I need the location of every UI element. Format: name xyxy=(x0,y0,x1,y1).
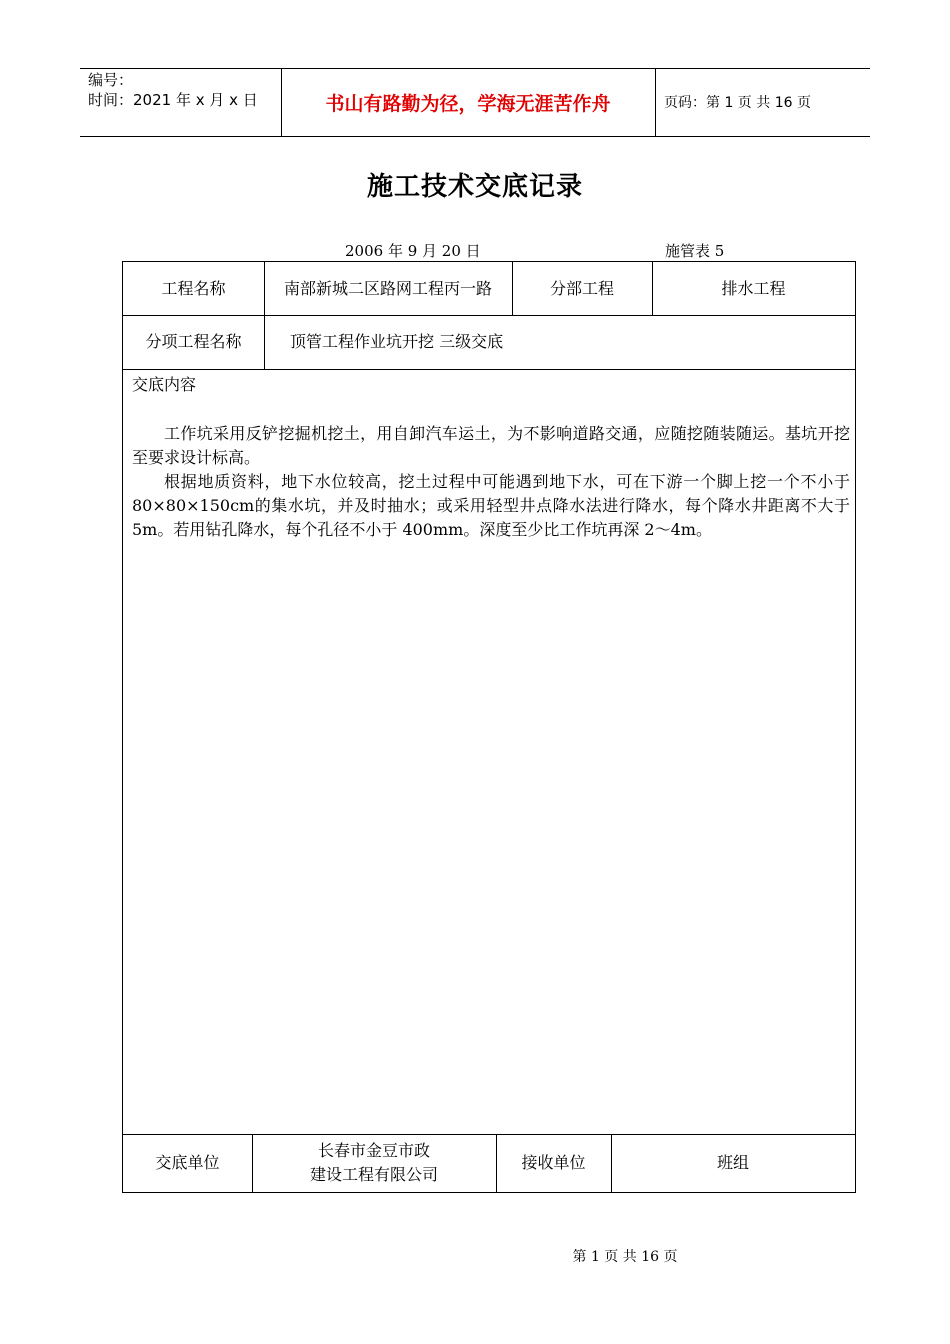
subitem-label: 分项工程名称 xyxy=(145,332,242,351)
receiver-value: 班组 xyxy=(716,1153,749,1172)
receiver-label: 接收单位 xyxy=(521,1153,586,1172)
document-title: 施工技术交底记录 xyxy=(366,172,583,202)
division-label: 分部工程 xyxy=(549,278,614,298)
subitem-value: 顶管工程作业坑开挖 三级交底 xyxy=(290,332,504,351)
content-body xyxy=(132,422,850,542)
handover-unit-line: 长春市金豆市政 xyxy=(317,1141,430,1160)
handover-table xyxy=(122,261,856,1193)
project-name-label: 工程名称 xyxy=(161,278,226,298)
header-page-info: 页码：第 1 页 共 16 页 xyxy=(664,95,811,111)
handover-unit-value xyxy=(252,1134,496,1192)
header-meta xyxy=(88,70,258,110)
number-label: 编号： xyxy=(88,71,134,89)
content-paragraph: 工作坑采用反铲挖掘机挖土，用自卸汽车运土，为不影响道路交通，应随挖随装随运。基坑开挖至要求设计标高。 xyxy=(132,424,850,467)
record-date: 2006 年 9 月 20 日 xyxy=(345,242,481,260)
time-label: 时间：2021 年 x 月 x 日 xyxy=(88,91,258,109)
header-divider xyxy=(655,68,656,136)
header-motto: 书山有路勤为径，学海无涯苦作舟 xyxy=(325,92,611,115)
header-bottom-rule xyxy=(80,136,870,137)
page-footer: 第 1 页 共 16 页 xyxy=(572,1249,678,1265)
content-label: 交底内容 xyxy=(132,375,197,394)
division-value: 排水工程 xyxy=(721,278,786,298)
content-paragraph: 根据地质资料，地下水位较高，挖土过程中可能遇到地下水，可在下游一个脚上挖一个不小于 80×80×150cm的集水坑，并及时抽水；或采用轻型井点降水法进行降水，每个降水井距离不大于 5m。若用钻孔降水，每个孔径不小于 400mm。深度至少比工作坑再深 2～4m。 xyxy=(132,472,850,539)
handover-unit-line: 建设工程有限公司 xyxy=(309,1165,438,1184)
project-name-value: 南部新城二区路网工程丙一路 xyxy=(283,278,492,298)
form-number: 施管表 5 xyxy=(665,242,725,260)
row-rule xyxy=(123,369,855,370)
handover-unit-label: 交底单位 xyxy=(155,1153,220,1172)
